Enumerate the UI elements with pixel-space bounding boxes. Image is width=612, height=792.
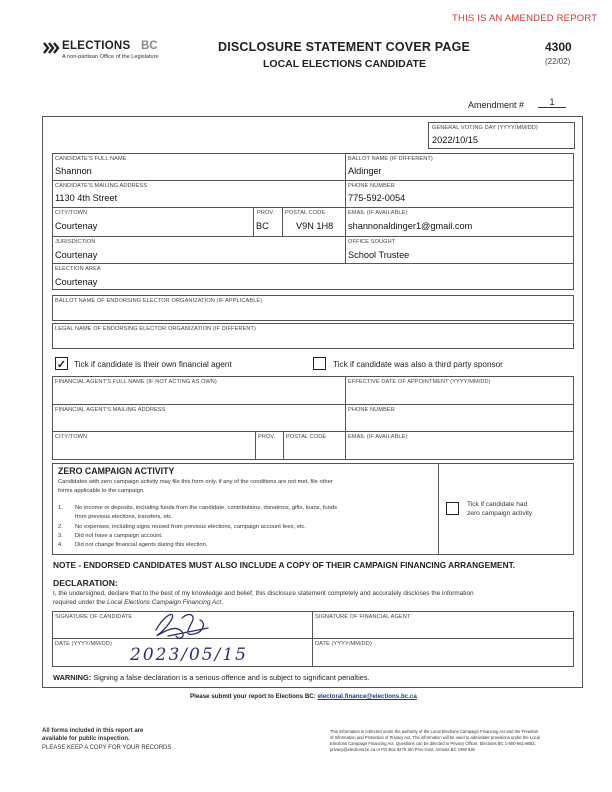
zero-item-text: No expenses, including signs reused from previous elections, campaign account fees, etc.: [75, 524, 307, 530]
footer-privacy-3: Elections Campaign Financing Act. Questions can be directed to Privacy Officer, Elections BC 1-800-661-8683,: [330, 741, 536, 746]
office-sought-label: OFFICE SOUGHT: [348, 239, 396, 245]
zero-campaign-intro-2: forms applicable to the campaign.: [58, 488, 145, 494]
elections-bc-logo-icon: [42, 41, 60, 55]
agent-city-label: CITY/TOWN: [55, 434, 88, 440]
candidate-email-field[interactable]: shannonaldinger1@gmail.com: [348, 221, 473, 231]
declaration-act-name: Local Elections Campaign Financing Act: [107, 599, 222, 606]
agent-email-label: EMAIL (IF AVAILABLE): [348, 434, 408, 440]
amendment-number[interactable]: 1: [538, 97, 566, 108]
zero-item-number: 3.: [58, 533, 63, 539]
footer-public-2: available for public inspection.: [42, 736, 130, 742]
election-area-field[interactable]: Courtenay: [55, 277, 98, 287]
footer-public-1: All forms included in this report are: [42, 728, 144, 734]
warning-text: [53, 673, 370, 682]
zero-item-number: 1.: [58, 505, 63, 511]
amended-report-banner: THIS IS AN AMENDED REPORT: [452, 13, 598, 24]
agent-signature-label: SIGNATURE OF FINANCIAL AGENT: [315, 614, 411, 620]
candidate-signature[interactable]: [148, 608, 218, 642]
zero-item-text-cont: from previous elections, transfers, etc.: [75, 514, 173, 520]
zero-campaign-checkbox[interactable]: [446, 502, 459, 515]
candidate-mailing-label: CANDIDATE'S MAILING ADDRESS: [55, 183, 148, 189]
agent-effective-date-label: EFFECTIVE DATE OF APPOINTMENT (YYYY/MM/DD): [348, 379, 491, 385]
logo-suffix: BC: [141, 40, 158, 52]
candidate-signature-label: SIGNATURE OF CANDIDATE: [55, 614, 133, 620]
candidate-prov-field[interactable]: BC: [256, 221, 269, 231]
own-agent-text: Tick if candidate is their own financial agent: [74, 360, 232, 369]
candidate-name-label: CANDIDATE'S FULL NAME: [55, 156, 127, 162]
agent-name-label: FINANCIAL AGENT'S FULL NAME (IF NOT ACTING AS OWN): [55, 379, 217, 385]
endorsing-legal-name-label: LEGAL NAME OF ENDORSING ELECTOR ORGANIZATION (IF DIFFERENT): [55, 326, 256, 332]
candidate-postal-label: POSTAL CODE: [285, 210, 326, 216]
zero-item-text: No income or deposits, including funds from the candidate, contributions, donations, gifts, loans, funds: [75, 505, 337, 511]
footer-privacy-2: of Information and Protection of Privacy Act. The information will be used to administer provisions under the Local: [330, 735, 540, 740]
candidate-phone-field[interactable]: 775-592-0054: [348, 193, 406, 203]
warning-body: Signing a false declaration is a serious offence and is subject to significant penalties.: [91, 673, 370, 682]
checkmark-icon: ✓: [56, 359, 67, 371]
submit-email-link[interactable]: electoral.finance@elections.bc.ca: [317, 693, 417, 700]
form-number: 4300: [545, 40, 572, 54]
zero-item-text: Did not change financial agents during this election.: [75, 542, 208, 548]
zero-campaign-intro-1: Candidates with zero campaign activity may file this form only, if any of the conditions are not met, file other: [58, 479, 333, 485]
election-area-label: ELECTION AREA: [55, 266, 101, 272]
submit-text: Please submit your report to Elections BC:: [190, 693, 318, 700]
logo-text: ELECTIONS: [62, 40, 131, 52]
agent-postal-label: POSTAL CODE: [286, 434, 327, 440]
footer-privacy-4: privacy@elections.bc.ca or PO Box 9275 Stn Prov Govt, Victoria BC V8W 9J6: [330, 747, 475, 752]
own-agent-checkbox[interactable]: [55, 357, 68, 370]
logo-tagline: A non-partisan Office of the Legislature: [62, 54, 159, 60]
candidate-postal-field[interactable]: V9N 1H8: [296, 221, 334, 231]
declaration-text-2: [53, 599, 223, 606]
endorsed-note: NOTE - ENDORSED CANDIDATES MUST ALSO INCLUDE A COPY OF THEIR CAMPAIGN FINANCING ARRANGEMENT.: [53, 560, 516, 570]
third-party-text: Tick if candidate was also a third party sponsor: [333, 360, 503, 369]
candidate-city-label: CITY/TOWN: [55, 210, 88, 216]
agent-prov-label: PROV.: [258, 434, 276, 440]
general-voting-day-label: GENERAL VOTING DAY (YYYY/MM/DD): [432, 125, 538, 131]
zero-item-number: 2.: [58, 524, 63, 530]
page-subtitle: LOCAL ELECTIONS CANDIDATE: [263, 58, 426, 70]
agent-date-label: DATE (YYYY/MM/DD): [315, 641, 372, 647]
agent-mailing-label: FINANCIAL AGENT'S MAILING ADDRESS: [55, 407, 166, 413]
zero-campaign-tick-text-2: zero campaign activity: [467, 510, 533, 517]
amendment-label: Amendment #: [468, 100, 525, 110]
zero-item-text: Did not have a campaign account.: [75, 533, 163, 539]
office-sought-field[interactable]: School Trustee: [348, 250, 410, 260]
declaration-text-2c: .: [221, 599, 223, 606]
agent-phone-label: PHONE NUMBER: [348, 407, 395, 413]
endorsing-ballot-name-label: BALLOT NAME OF ENDORSING ELECTOR ORGANIZATION (IF APPLICABLE): [55, 298, 263, 304]
candidate-date-label: DATE (YYYY/MM/DD): [55, 641, 112, 647]
form-version: (22/02): [545, 57, 571, 66]
financial-agent-section: [52, 376, 574, 460]
candidate-name-field[interactable]: Shannon: [55, 166, 92, 176]
candidate-phone-label: PHONE NUMBER: [348, 183, 395, 189]
ballot-name-label: BALLOT NAME (IF DIFFERENT): [348, 156, 433, 162]
footer-privacy-1: This information is collected under the authority of the Local Elections Campaign Financing Act and the Freedom: [330, 729, 539, 734]
jurisdiction-label: JURISDICTION: [55, 239, 96, 245]
jurisdiction-field[interactable]: Courtenay: [55, 250, 98, 260]
declaration-title: DECLARATION:: [53, 578, 118, 588]
candidate-email-label: EMAIL (IF AVAILABLE): [348, 210, 408, 216]
zero-item-number: 4.: [58, 542, 63, 548]
footer-keep-copy: PLEASE KEEP A COPY FOR YOUR RECORDS: [42, 745, 172, 751]
submit-line: [190, 693, 417, 700]
candidate-prov-label: PROV.: [257, 210, 275, 216]
elections-bc-logo: [42, 40, 182, 64]
candidate-mailing-field[interactable]: 1130 4th Street: [55, 193, 118, 203]
ballot-name-field[interactable]: Aldinger: [348, 166, 382, 176]
third-party-checkbox[interactable]: [313, 357, 326, 370]
zero-campaign-tick-text-1: Tick if candidate had: [467, 501, 528, 508]
candidate-city-field[interactable]: Courtenay: [55, 221, 98, 231]
general-voting-day-value[interactable]: 2022/10/15: [432, 135, 478, 145]
warning-label: WARNING:: [53, 673, 92, 682]
declaration-text-2a: required under the: [53, 599, 108, 606]
zero-campaign-title: ZERO CAMPAIGN ACTIVITY: [58, 466, 175, 476]
page-title: DISCLOSURE STATEMENT COVER PAGE: [218, 40, 471, 54]
declaration-text-1: I, the undersigned, declare that to the best of my knowledge and belief, this disclosure statement completely and accurately discloses the information: [53, 590, 474, 597]
candidate-date-handwritten[interactable]: 2023/05/15: [130, 645, 248, 665]
